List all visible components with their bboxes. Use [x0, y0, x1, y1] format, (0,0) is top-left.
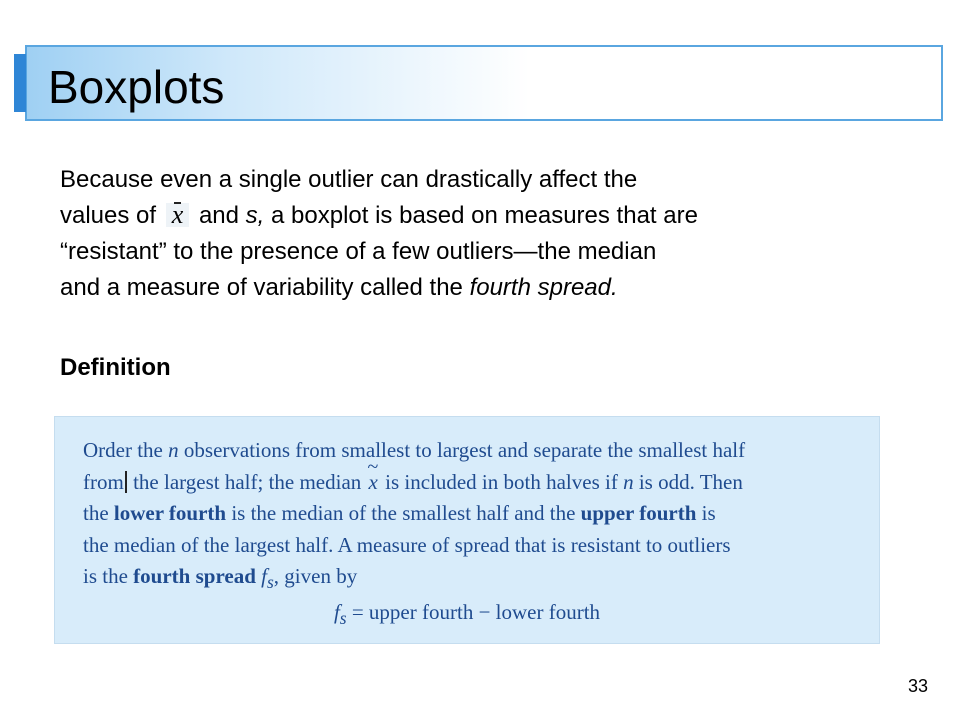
xbar-symbol: x: [166, 203, 190, 227]
lower-fourth-term: lower fourth: [113, 501, 227, 525]
def-l3-b: is the median of the smallest half and the: [231, 501, 576, 525]
def-l3-a: the: [83, 501, 109, 525]
fourth-spread-term: fourth spread.: [469, 274, 618, 301]
body-line-2-start: values of: [60, 202, 157, 229]
body-line-2-end: a boxplot is based on measures that are: [271, 202, 698, 229]
fs-symbol: f: [261, 564, 267, 588]
body-paragraph: [60, 162, 910, 306]
def-l2-c: is included in both halves if: [385, 469, 618, 494]
body-line-2-and: and: [198, 202, 239, 229]
body-line-4-start: and a measure of variability called the: [60, 274, 463, 301]
fourth-spread-formula: [55, 597, 879, 633]
def-n-symbol-2: n: [623, 469, 634, 494]
s-symbol: s,: [245, 202, 265, 229]
def-n-symbol: n: [168, 438, 179, 462]
def-l1-b: observations from smallest to largest and separate the smallest half: [183, 438, 746, 462]
text-cursor: [125, 471, 127, 493]
xtilde-symbol: ~ x: [367, 467, 380, 499]
def-l3-c: is: [701, 501, 716, 525]
def-l4: the median of the largest half. A measure of spread that is resistant to outliers: [83, 532, 731, 557]
title-accent-bar: [14, 54, 26, 112]
fs-subscript: s: [266, 572, 274, 593]
body-line-1: Because even a single outlier can drastically affect the: [60, 166, 638, 193]
upper-fourth-term: upper fourth: [580, 501, 697, 525]
formula-subscript: s: [339, 608, 347, 629]
def-l2-a: from: [83, 469, 124, 494]
definition-text: [83, 435, 863, 599]
formula-rhs: = upper fourth − lower fourth: [351, 600, 601, 624]
slide-title: Boxplots: [48, 61, 225, 113]
def-l2-d: is odd. Then: [638, 469, 743, 494]
def-l5-a: is the: [83, 564, 128, 588]
definition-box: [54, 416, 880, 644]
def-l1-a: Order the: [83, 438, 163, 462]
formula-f: f: [333, 600, 340, 624]
fourth-spread-def-term: fourth spread: [133, 564, 256, 588]
definition-heading: Definition: [60, 354, 171, 381]
def-l5-b: , given by: [273, 564, 358, 588]
body-line-3: “resistant” to the presence of a few outliers—the median: [60, 238, 657, 265]
def-l2-b: the largest half; the median: [133, 469, 362, 494]
page-number: 33: [907, 676, 928, 696]
